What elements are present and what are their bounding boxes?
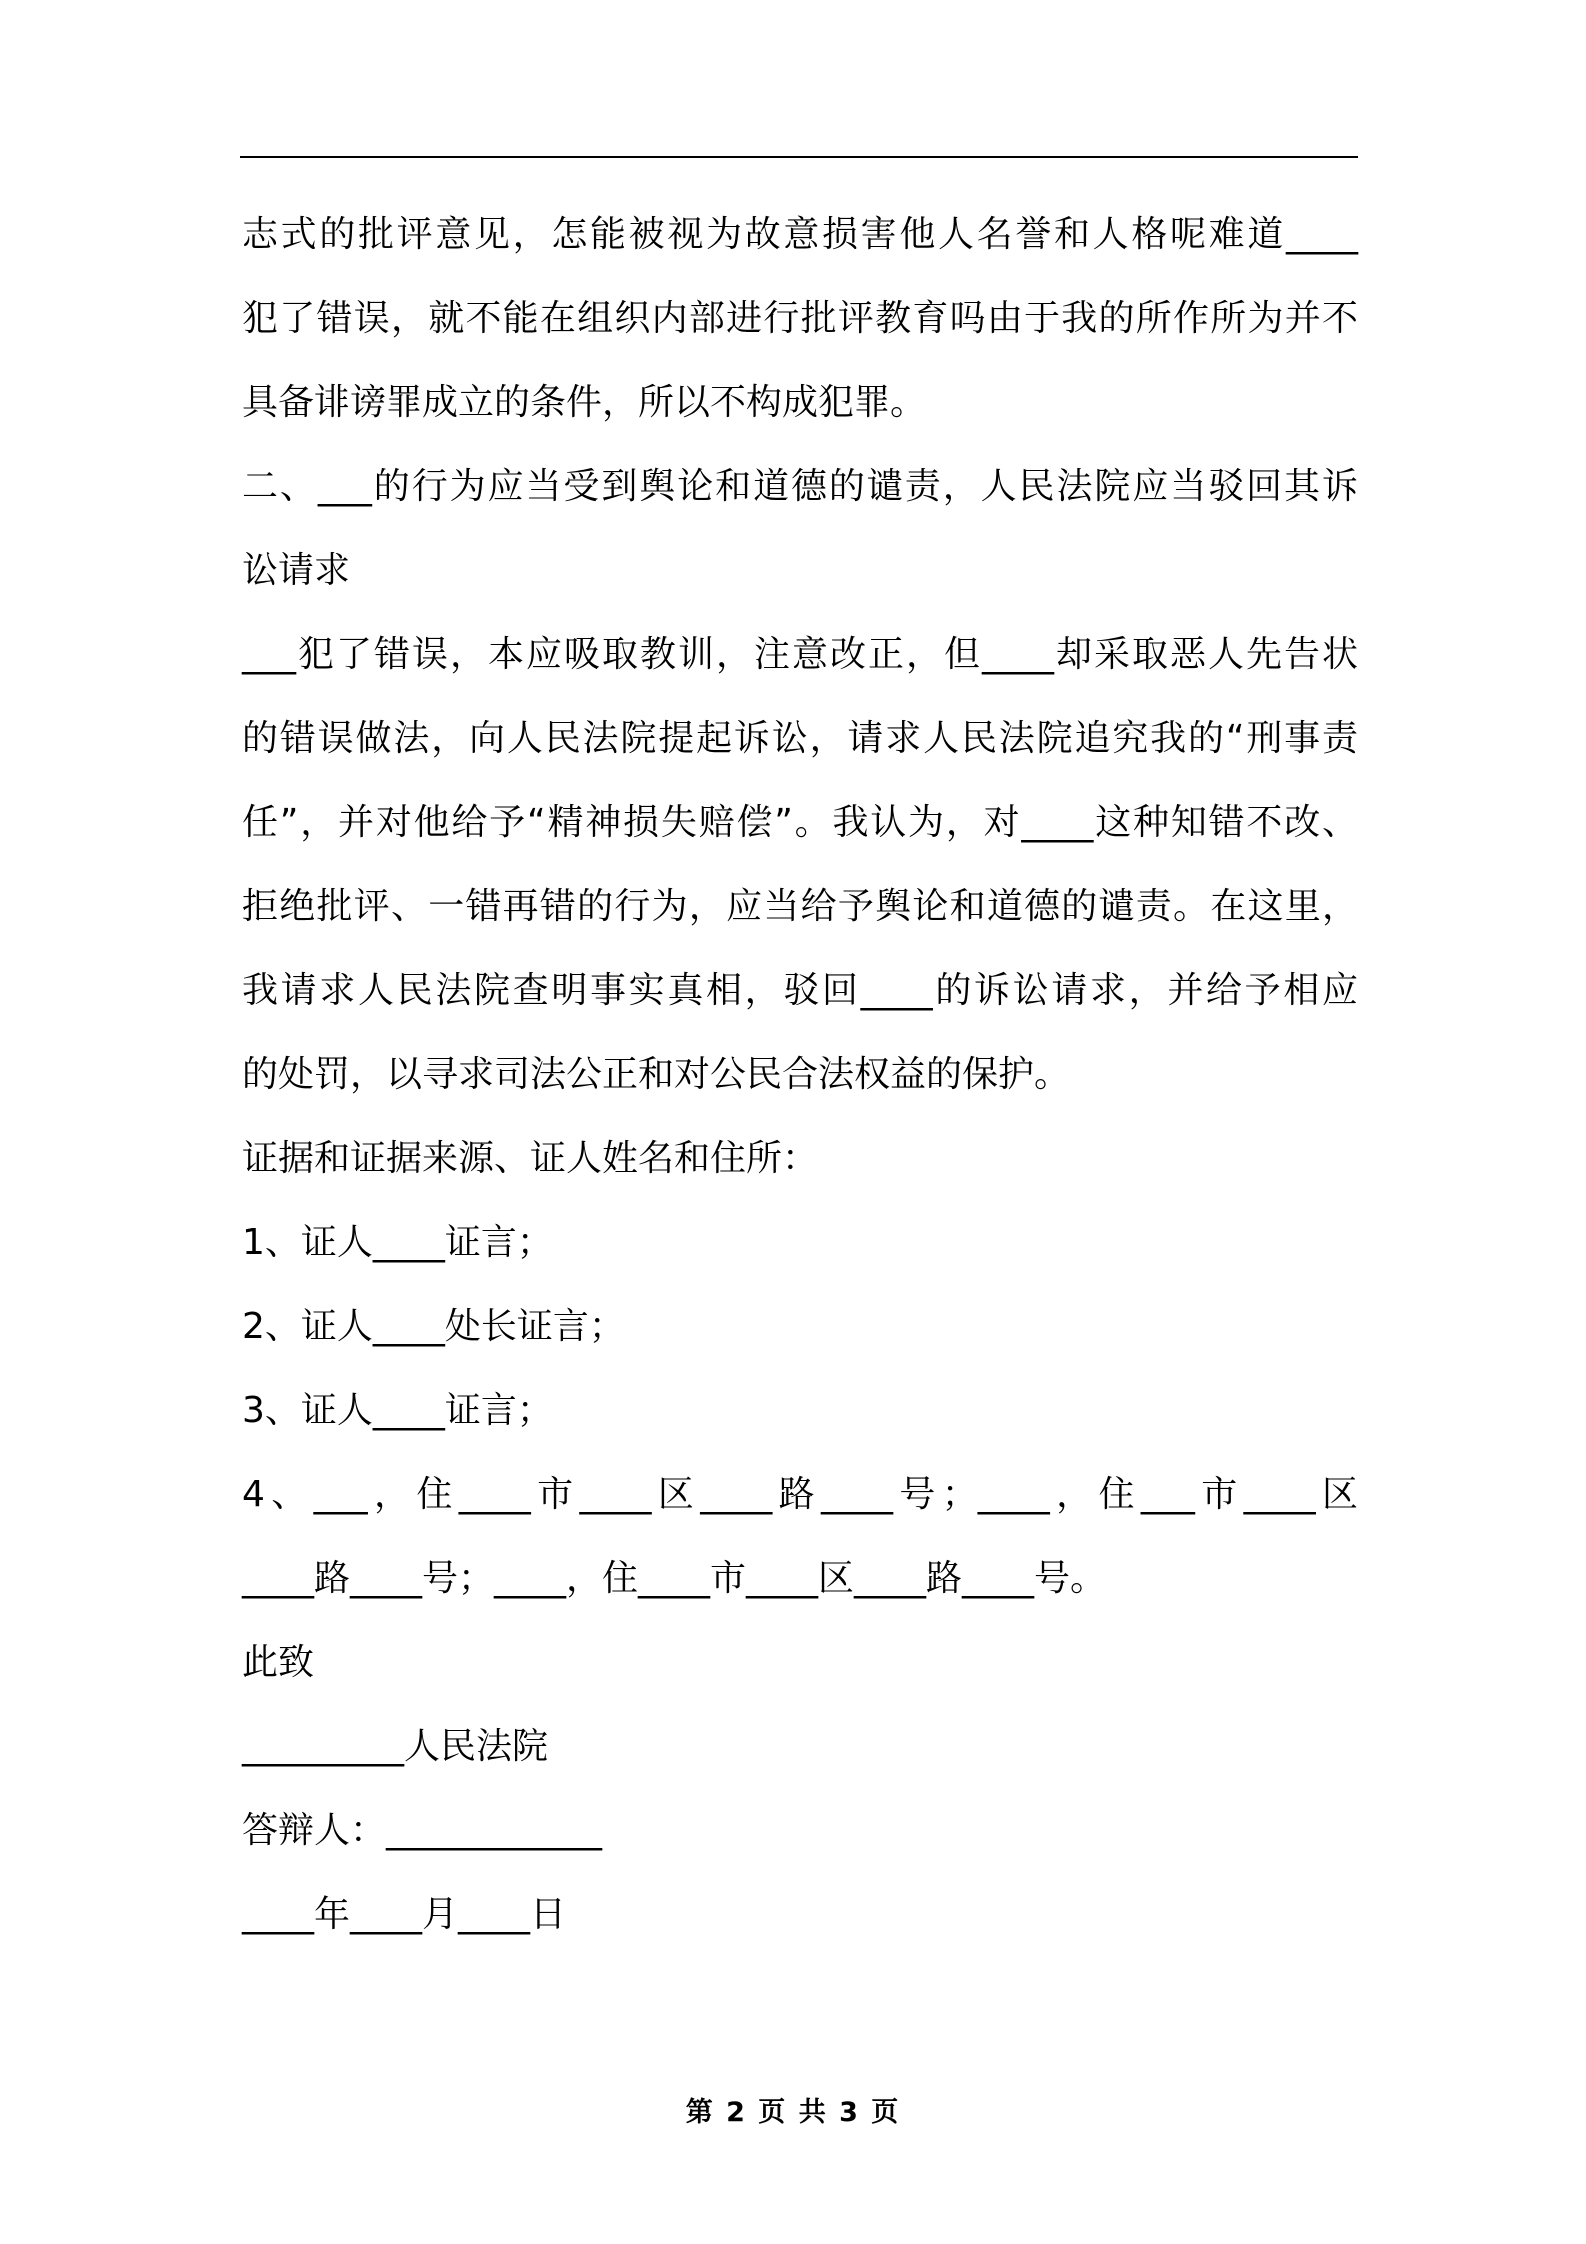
header-rule xyxy=(240,156,1358,158)
evidence-item-1: 1、证人____证言； xyxy=(242,1222,553,1263)
evidence-item-3: 3、证人____证言； xyxy=(242,1390,553,1431)
body-line-6: ___犯了错误，本应吸取教训，注意改正，但____却采取恶人先告状 xyxy=(242,634,1358,675)
body-line-9: 拒绝批评、一错再错的行为，应当给予舆论和道德的谴责。在这里， xyxy=(242,886,1358,927)
court-name: _________人民法院 xyxy=(242,1726,549,1767)
evidence-item-4: 4、___，住____市____区____路____号；____，住___市____区 xyxy=(242,1474,1358,1515)
body-line-1: 志式的批评意见，怎能被视为故意损害他人名誉和人格呢难道____ xyxy=(242,214,1358,255)
body-line-8: 任”，并对他给予“精神损失赔偿”。我认为，对____这种知错不改、 xyxy=(242,802,1358,843)
salutation: 此致 xyxy=(242,1642,315,1683)
document-body xyxy=(242,193,1358,1957)
evidence-heading: 证据和证据来源、证人姓名和住所： xyxy=(242,1138,819,1179)
date-line: ____年____月____日 xyxy=(242,1894,567,1935)
body-line-11: 的处罚，以寻求司法公正和对公民合法权益的保护。 xyxy=(242,1054,1071,1095)
section-heading-2: 二、___的行为应当受到舆论和道德的谴责，人民法院应当驳回其诉 xyxy=(242,466,1358,507)
evidence-item-2: 2、证人____处长证言； xyxy=(242,1306,625,1347)
respondent-signature: 答辩人：____________ xyxy=(242,1810,603,1851)
page-number: 第 2 页 共 3 页 xyxy=(685,2097,901,2128)
body-line-3: 具备诽谤罪成立的条件，所以不构成犯罪。 xyxy=(242,382,927,423)
section-heading-2-cont: 讼请求 xyxy=(242,550,351,591)
body-line-10: 我请求人民法院查明事实真相，驳回____的诉讼请求，并给予相应 xyxy=(242,970,1358,1011)
body-line-2: 犯了错误，就不能在组织内部进行批评教育吗由于我的所作所为并不 xyxy=(242,298,1358,339)
evidence-item-4-cont: ____路____号；____，住____市____区____路____号。 xyxy=(242,1558,1106,1599)
body-line-7: 的错误做法，向人民法院提起诉讼，请求人民法院追究我的“刑事责 xyxy=(242,718,1358,759)
